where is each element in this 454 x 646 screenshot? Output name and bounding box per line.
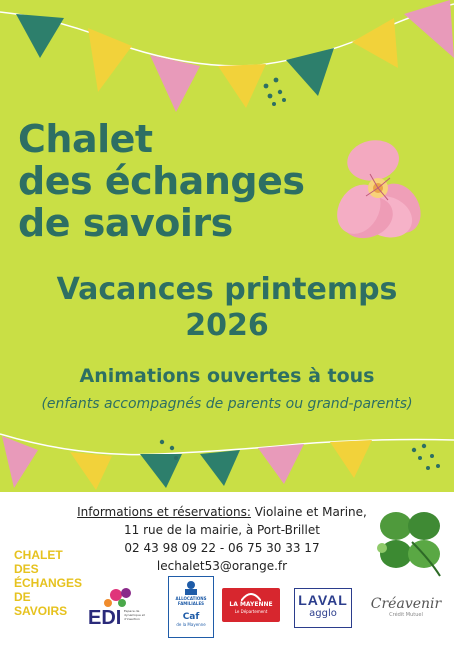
info-email: lechalet53@orange.fr xyxy=(156,559,288,573)
bunting-flag-pink xyxy=(2,436,38,488)
bottom-bunting xyxy=(0,428,454,492)
caf-text: Caf xyxy=(182,612,200,622)
title-line: Chalet xyxy=(18,117,153,161)
laval-sub-text: agglo xyxy=(309,608,337,619)
flower-icon xyxy=(320,132,438,244)
animations-note: (enfants accompagnés de parents ou grand-parents) xyxy=(41,396,413,412)
info-phones: 02 43 98 09 22 - 06 75 30 33 17 xyxy=(124,541,320,555)
chalet-logo-line: CHALET xyxy=(14,548,63,562)
edi-small-text: Espace de dynamique et d'insertion xyxy=(124,609,145,621)
bunting-flag-pink xyxy=(404,0,454,58)
bunting-flag-teal xyxy=(200,450,240,486)
bunting-flag-teal xyxy=(286,48,334,96)
caf-logo xyxy=(168,576,214,638)
chalet-logo-line: ÉCHANGES xyxy=(14,576,83,590)
chalet-logo xyxy=(14,548,83,618)
title-line: de savoirs xyxy=(18,201,233,245)
info-address: 11 rue de la mairie, à Port-Brillet xyxy=(124,523,320,537)
contact-info xyxy=(62,503,382,575)
chalet-logo-line: DES xyxy=(14,562,39,576)
creavenir-text: Créavenir xyxy=(370,596,442,612)
chalet-logo-line: DE SAVOIRS xyxy=(14,590,68,618)
caf-icon xyxy=(182,580,200,596)
bunting-flag-pink xyxy=(258,444,304,484)
bunting-flag-yellow xyxy=(88,28,132,92)
animations-heading: Animations ouvertes à tous xyxy=(79,365,375,387)
bunting-flag-yellow xyxy=(352,18,398,68)
subtitle-year: 2026 xyxy=(185,308,269,343)
caf-sub-text: de la Mayenne xyxy=(176,622,206,627)
mayenne-sub-text: Le Département xyxy=(234,609,268,614)
bunting-flag-yellow xyxy=(70,452,112,490)
creavenir-sub-text: Crédit Mutuel xyxy=(389,612,423,618)
top-bunting xyxy=(0,0,454,118)
caf-small-text: ALLOCATIONS FAMILIALES xyxy=(175,596,207,606)
mayenne-icon xyxy=(241,591,261,601)
mayenne-logo xyxy=(222,588,280,622)
creavenir-logo xyxy=(366,596,446,634)
contact-line xyxy=(62,503,382,521)
laval-logo xyxy=(294,588,352,628)
info-contacts: Violaine et Marine, xyxy=(250,505,367,519)
bunting-flag-yellow xyxy=(218,64,266,108)
edi-logo xyxy=(88,585,150,631)
info-label: Informations et réservations: xyxy=(77,505,251,519)
subtitle-line: Vacances printemps xyxy=(56,272,398,307)
bunting-flag-pink xyxy=(150,55,200,112)
bunting-flag-teal xyxy=(16,14,64,58)
bunting-flag-yellow xyxy=(330,440,372,478)
edi-text: EDI xyxy=(88,607,122,629)
mayenne-text: LA MAYENNE xyxy=(229,601,273,608)
title-line: des échanges xyxy=(18,159,305,203)
laval-text: LAVAL xyxy=(298,592,348,608)
poster-title xyxy=(18,118,318,244)
